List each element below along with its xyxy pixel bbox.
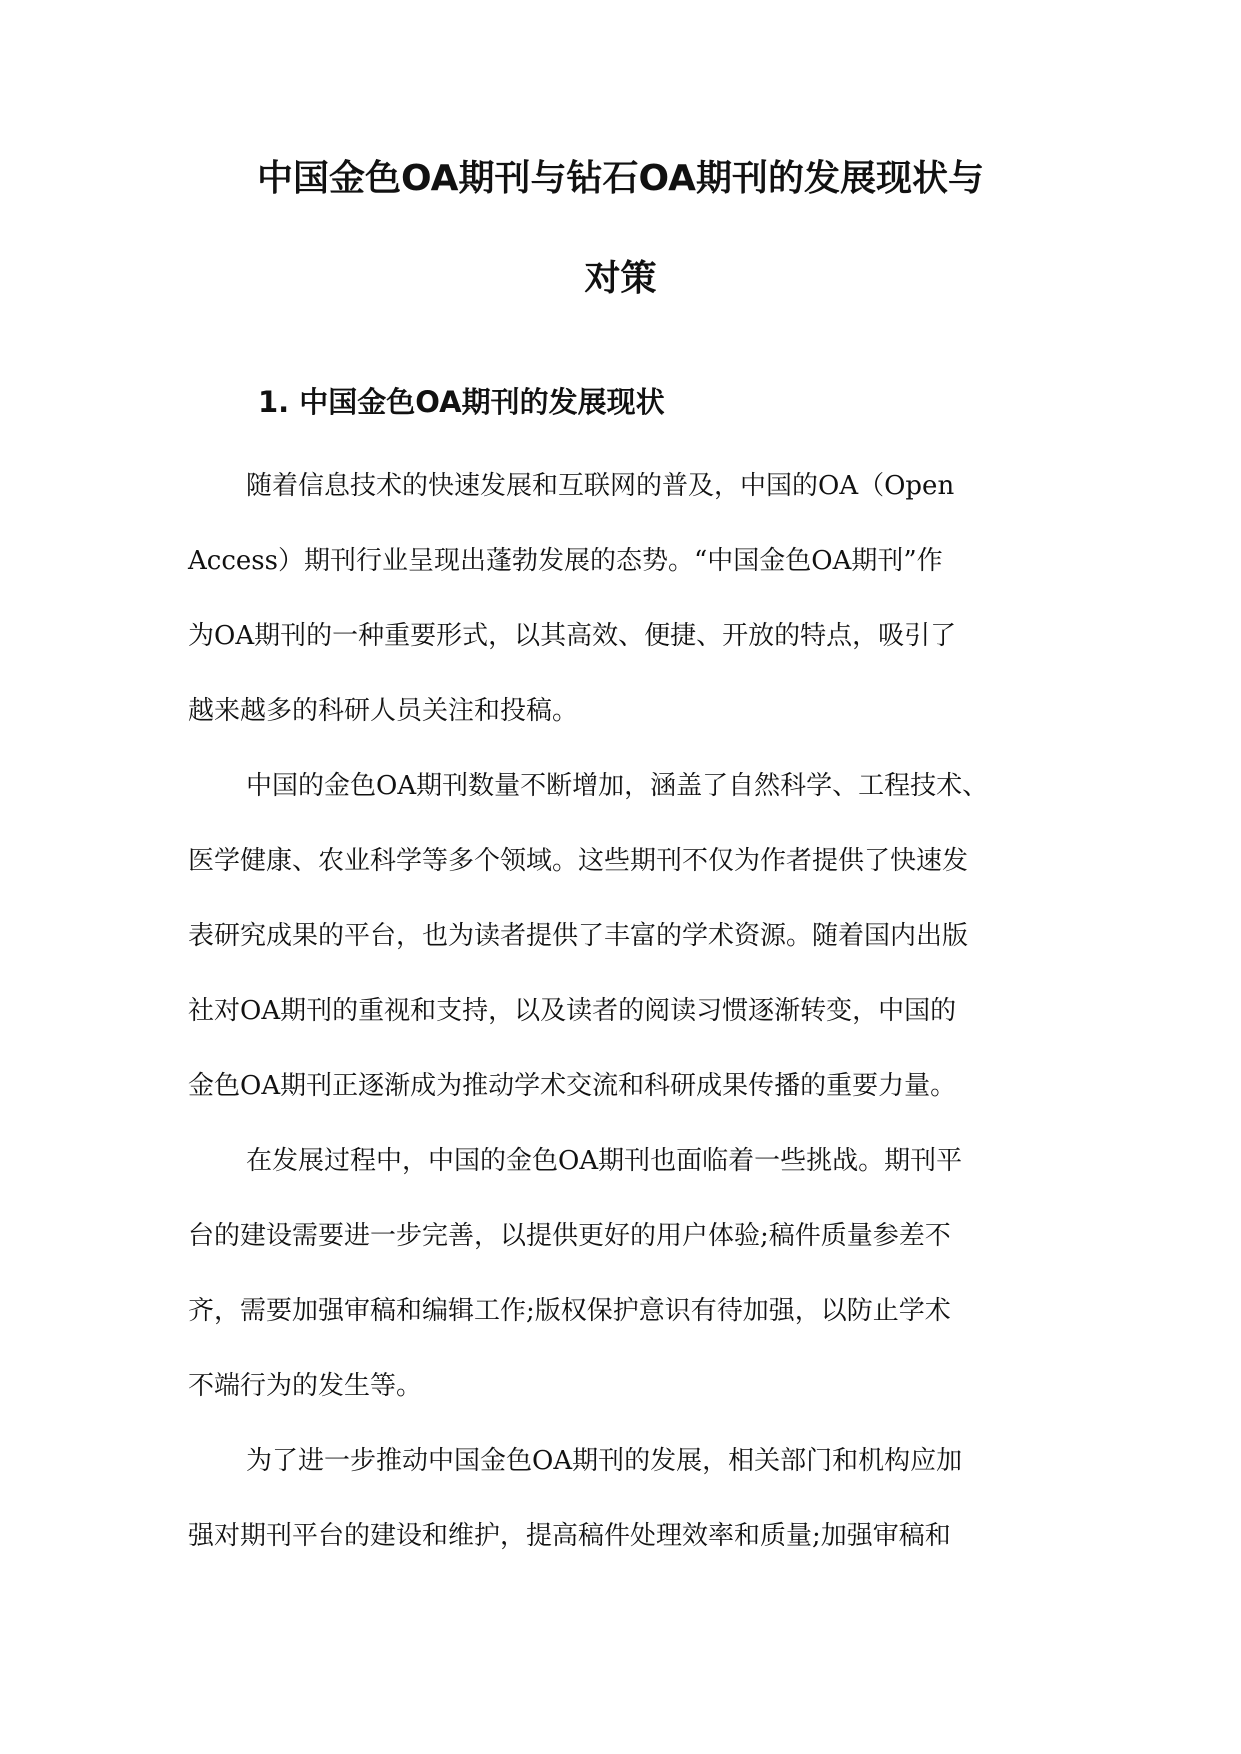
body-line: 为了进一步推动中国金色OA期刊的发展，相关部门和机构应加 bbox=[246, 1446, 963, 1476]
body-line: 齐，需要加强审稿和编辑工作;版权保护意识有待加强，以防止学术 bbox=[188, 1296, 951, 1326]
body-line: 在发展过程中，中国的金色OA期刊也面临着一些挑战。期刊平 bbox=[246, 1146, 963, 1176]
document-title-line-2: 对策 bbox=[584, 258, 657, 299]
document-title-line-1: 中国金色OA期刊与钻石OA期刊的发展现状与 bbox=[257, 158, 984, 199]
body-line: 中国的金色OA期刊数量不断增加，涵盖了自然科学、工程技术、 bbox=[246, 771, 989, 801]
body-line: 金色OA期刊正逐渐成为推动学术交流和科研成果传播的重要力量。 bbox=[188, 1071, 957, 1101]
section-heading: 1. 中国金色OA期刊的发展现状 bbox=[258, 385, 665, 419]
body-line: 强对期刊平台的建设和维护，提高稿件处理效率和质量;加强审稿和 bbox=[188, 1521, 951, 1551]
body-line: 越来越多的科研人员关注和投稿。 bbox=[188, 696, 579, 726]
body-line: 不端行为的发生等。 bbox=[188, 1371, 423, 1401]
body-line: 为OA期刊的一种重要形式，以其高效、便捷、开放的特点，吸引了 bbox=[188, 621, 957, 651]
body-line: 表研究成果的平台，也为读者提供了丰富的学术资源。随着国内出版 bbox=[188, 921, 969, 951]
body-line: 台的建设需要进一步完善，以提供更好的用户体验;稿件质量参差不 bbox=[188, 1221, 951, 1251]
body-line: 随着信息技术的快速发展和互联网的普及，中国的OA（Open bbox=[246, 471, 955, 501]
body-line: 社对OA期刊的重视和支持，以及读者的阅读习惯逐渐转变，中国的 bbox=[188, 996, 957, 1026]
body-line: Access）期刊行业呈现出蓬勃发展的态势。“中国金色OA期刊”作 bbox=[188, 546, 943, 576]
body-line: 医学健康、农业科学等多个领域。这些期刊不仅为作者提供了快速发 bbox=[188, 846, 969, 876]
